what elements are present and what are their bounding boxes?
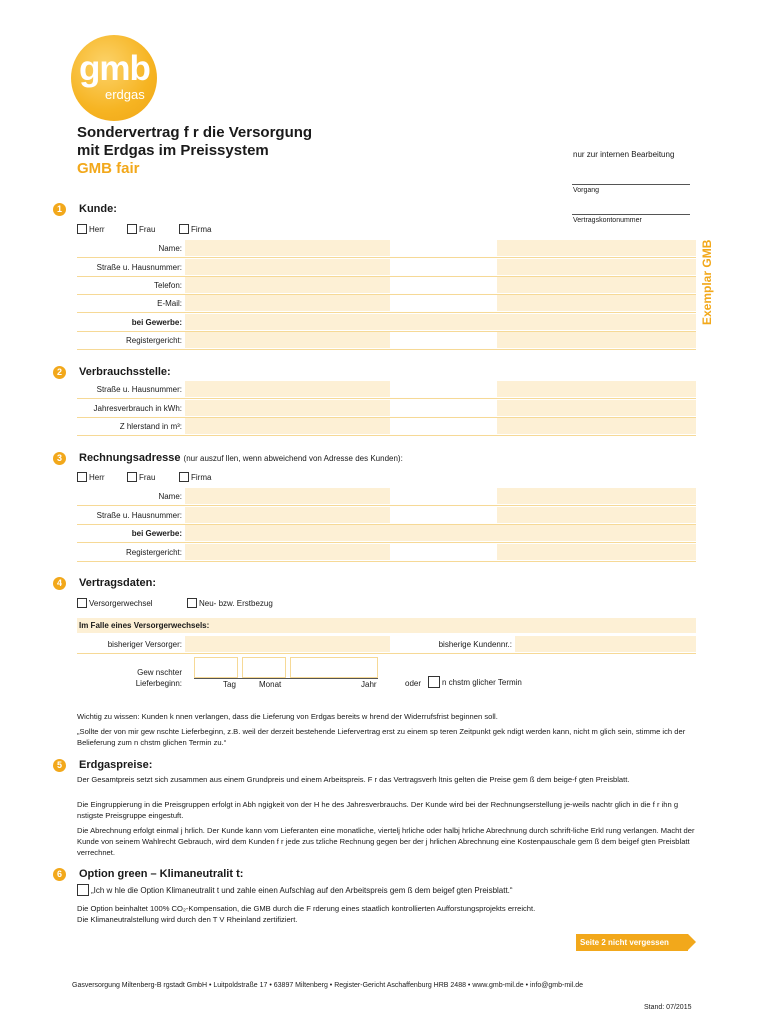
bisheriger-versorger-field[interactable] [185, 636, 390, 652]
ra-registergericht-field[interactable] [185, 544, 390, 560]
row-divider [77, 257, 696, 258]
geburtsdatum-field[interactable] [497, 295, 696, 311]
row-ra-strasse [77, 507, 696, 524]
zaehlernummer-field[interactable] [497, 400, 696, 416]
salutation-group-3 [77, 472, 211, 482]
row-jahresverbrauch [77, 400, 696, 417]
row-divider [77, 653, 696, 654]
section-1-number: 1 [53, 203, 66, 216]
salutation-herr[interactable] [77, 224, 127, 234]
row-divider [77, 542, 696, 543]
footer-text: Gasversorgung Miltenberg-B rgstadt GmbH • Luitpoldstraße 17 • 63897 Miltenberg • Register-Gericht Aschaffenburg HRB 2488 • www.gmb-mil.de • info@gmb-mil.de [72, 982, 584, 989]
checkbox[interactable] [127, 224, 137, 234]
salutation-frau[interactable] [127, 224, 179, 234]
section-1-heading: Kunde: [79, 203, 117, 215]
section-3-note: (nur auszuf llen, wenn abweichend von Adresse des Kunden): [183, 454, 403, 463]
vertragskonto-line[interactable] [572, 214, 690, 215]
email-label: E-Mail: [157, 299, 182, 308]
klimaneutral-label: „Ich w hle die Option Klimaneutralit t und zahle einen Aufschlag auf den Arbeitspreis gem ß dem beigef gten Preisblatt.“ [91, 885, 513, 895]
jahr-field[interactable] [290, 657, 378, 678]
title-line-2: mit Erdgas im Preissystem [77, 142, 269, 159]
row-email [77, 295, 696, 312]
ra-registergericht-label: Registergericht: [125, 548, 182, 557]
salutation-herr[interactable] [77, 472, 127, 482]
vs-strasse-field[interactable] [185, 381, 390, 397]
checkbox-label: Frau [139, 472, 156, 482]
ra-name-field[interactable] [185, 488, 390, 504]
tag-field[interactable] [194, 657, 238, 678]
ra-strasse-field[interactable] [185, 507, 390, 523]
checkbox[interactable] [127, 472, 137, 482]
ra-registernummer-field[interactable] [497, 544, 696, 560]
lieferbeginn-label [120, 667, 182, 689]
section-5-heading: Erdgaspreise: [79, 759, 153, 771]
checkbox[interactable] [179, 224, 189, 234]
row-register [77, 332, 696, 349]
logo-sub: erdgas [105, 87, 145, 102]
salutation-frau[interactable] [127, 472, 179, 482]
date-underline [194, 678, 378, 679]
vertragsart-group [77, 598, 273, 608]
checkbox-label: Frau [139, 224, 156, 234]
section-6-heading: Option green – Klimaneutralit t: [79, 868, 244, 880]
row-bisheriger [77, 636, 696, 653]
checkbox[interactable] [77, 224, 87, 234]
tag-label: Tag [223, 680, 236, 689]
vs-strasse-label: Straße u. Hausnummer: [96, 385, 182, 394]
ra-strasse-label: Straße u. Hausnummer: [96, 511, 182, 520]
row-divider [77, 561, 696, 562]
klimaneutral-paragraph-1: Die Option beinhaltet 100% CO₂-Kompensation, die GMB durch die F rderung eines staatlich kontrollierten Aufforstungsprojekts erreicht. [77, 904, 536, 913]
monat-label: Monat [259, 680, 282, 689]
section-3-number: 3 [53, 452, 66, 465]
telefon-label: Telefon: [153, 281, 182, 290]
vorgang-line[interactable] [572, 184, 690, 185]
ablesedatum-field[interactable] [497, 418, 696, 434]
email-field[interactable] [185, 295, 390, 311]
row-vs-strasse [77, 381, 696, 398]
ra-name-label: Name: [158, 492, 182, 501]
option-versorgerwechsel[interactable] [77, 598, 187, 608]
internal-heading: nur zur internen Bearbeitung [573, 150, 675, 159]
plz-field[interactable] [497, 259, 696, 275]
checkbox-label: Herr [89, 224, 105, 234]
checkbox-label: Herr [89, 472, 105, 482]
section-4-number: 4 [53, 577, 66, 590]
row-ra-gewerbe [77, 525, 696, 542]
next-page-arrow: Seite 2 nicht vergessen [576, 934, 688, 951]
name-field[interactable] [185, 240, 390, 256]
gmb-logo [71, 35, 157, 121]
lieferbeginn-label-1: Gew nschter [137, 668, 182, 677]
row-strasse [77, 259, 696, 276]
jahresverbrauch-field[interactable] [185, 400, 390, 416]
title-line-1: Sondervertrag f r die Versorgung [77, 124, 313, 141]
salutation-firma[interactable] [179, 224, 211, 234]
row-divider [77, 398, 696, 399]
row-ra-register [77, 544, 696, 561]
title-line-3: GMB fair [77, 160, 140, 177]
row-gewerbe [77, 314, 696, 331]
row-zaehlerstand [77, 418, 696, 435]
bisheriger-versorger-label: bisheriger Versorger: [107, 640, 182, 649]
section-5-number: 5 [53, 759, 66, 772]
checkbox[interactable] [187, 598, 197, 608]
ra-plz-field[interactable] [497, 507, 696, 523]
gewerbe-label: bei Gewerbe: [131, 318, 182, 327]
lieferbeginn-label-2: Lieferbeginn: [135, 679, 182, 688]
hinweis-text: Wichtig zu wissen: Kunden k nnen verlangen, dass die Lieferung von Erdgas bereits w hrend der Widerrufsfrist beginnen soll. [77, 712, 498, 721]
row-divider [77, 349, 696, 350]
registergericht-field[interactable] [185, 332, 390, 348]
row-name [77, 240, 696, 257]
klimaneutral-paragraph-2: Die Klimaneutralstellung wird durch den T V Rheinland zertifiziert. [77, 915, 298, 924]
exemplar-label: Exemplar GMB [700, 239, 714, 325]
preise-paragraph-1: Der Gesamtpreis setzt sich zusammen aus einem Grundpreis und einem Arbeitspreis. F r das Vertragsverh ltnis gelten die Preise gem ß dem beige-f gten Preisblatt. [77, 775, 630, 784]
zitat-text: „Sollte der von mir gew nschte Lieferbeginn, z.B. weil der derzeit bestehende Liefervertrag erst zu einem sp teren Zeitpunkt gek ndigt werden kann, nicht m glich sein, stimme ich der Belieferung zum n chstm glichen Termin zu.“ [77, 727, 686, 747]
row-divider [77, 435, 696, 436]
strasse-label: Straße u. Hausnummer: [96, 263, 182, 272]
gewerbe-field[interactable] [185, 314, 696, 330]
registergericht-label: Registergericht: [125, 336, 182, 345]
document-title [77, 124, 312, 178]
ra-gewerbe-label: bei Gewerbe: [131, 529, 182, 538]
zaehlerstand-label: Z hlerstand in m³: [119, 422, 182, 431]
row-ra-name [77, 488, 696, 505]
checkbox[interactable] [77, 884, 89, 896]
row-divider [77, 312, 696, 313]
section-4-heading: Vertragsdaten: [79, 577, 157, 589]
checkbox[interactable] [179, 472, 189, 482]
salutation-group-1 [77, 224, 211, 234]
telefax-field[interactable] [497, 277, 696, 293]
kundennr-field[interactable] [515, 636, 696, 652]
vertragskonto-label: Vertragskontonummer [573, 217, 642, 224]
name-label: Name: [158, 244, 182, 253]
preise-paragraph-2: Die Eingruppierung in die Preisgruppen erfolgt in Abh ngigkeit von der H he des Jahresverbrauchs. Der Kunde wird bei der Rechnungserstellung je-weils nachtr glich in die f r ihn g nstigste Preisgruppe eingestuft. [77, 800, 679, 820]
option-neubezug[interactable] [187, 598, 273, 608]
checkbox[interactable] [428, 676, 440, 688]
oder-label: oder [405, 679, 422, 688]
checkbox-label: Neu- bzw. Erstbezug [199, 598, 273, 608]
vorgang-label: Vorgang [573, 187, 600, 194]
jahr-label: Jahr [361, 680, 377, 689]
vorname-field[interactable] [497, 240, 696, 256]
section-2-number: 2 [53, 366, 66, 379]
stand-date: Stand: 07/2015 [644, 1004, 692, 1011]
jahresverbrauch-label: Jahresverbrauch in kWh: [93, 404, 182, 413]
checkbox-label: Firma [191, 224, 212, 234]
naechster-termin-label: n chstm glicher Termin [442, 677, 522, 687]
kundennr-label: bisherige Kundennr.: [438, 640, 512, 649]
logo-brand: gmb [79, 49, 150, 88]
row-telefon [77, 277, 696, 294]
checkbox[interactable] [77, 472, 87, 482]
naechster-termin-option[interactable] [428, 676, 522, 688]
section-3-heading [79, 452, 403, 464]
checkbox-label: Versorgerwechsel [89, 598, 153, 608]
ra-vorname-field[interactable] [497, 488, 696, 504]
registernummer-field[interactable] [497, 332, 696, 348]
preise-paragraph-3: Die Abrechnung erfolgt einmal j hrlich. Der Kunde kann vom Lieferanten eine monatliche, viertelj hrliche oder halbj hrliche Abrechnung durch schrift-liche Erkl rung verlangen. Macht der Kunde von seinem Wahlrecht Gebrauch, wird dem Kunden f r jede zus tzliche Rechnung gegen ber der j hrlichen Abrechnung eine Kostenpauschale gem ß dem beigef gten Preisblatt verrechnet. [77, 826, 695, 857]
vs-plz-field[interactable] [497, 381, 696, 397]
salutation-firma[interactable] [179, 472, 211, 482]
checkbox-label: Firma [191, 472, 212, 482]
telefon-field[interactable] [185, 277, 390, 293]
monat-field[interactable] [242, 657, 286, 678]
section-6-number: 6 [53, 868, 66, 881]
ra-gewerbe-field[interactable] [185, 525, 696, 541]
strasse-field[interactable] [185, 259, 390, 275]
row-divider [77, 505, 696, 506]
klimaneutral-option[interactable] [77, 884, 513, 896]
checkbox[interactable] [77, 598, 87, 608]
wechsel-bar: Im Falle eines Versorgerwechsels: [77, 618, 696, 633]
section-2-heading: Verbrauchsstelle: [79, 366, 171, 378]
section-3-title: Rechnungsadresse [79, 452, 181, 464]
zaehlerstand-field[interactable] [185, 418, 390, 434]
